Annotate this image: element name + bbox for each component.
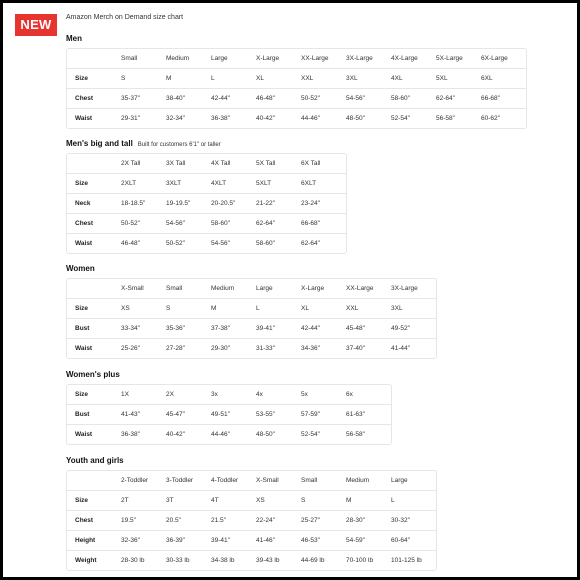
row-label: Waist [67, 108, 121, 128]
table-cell: 53-55" [256, 404, 301, 424]
table-cell: 46-48" [256, 88, 301, 108]
table-cell: 48-50" [256, 424, 301, 444]
column-header: 6X-Large [481, 55, 508, 62]
table-cell: 42-44" [301, 318, 346, 338]
table-cell: 101-125 lb [391, 550, 436, 570]
row-label: Size [67, 490, 121, 510]
table-cell: 30-33 lb [166, 550, 211, 570]
size-table-women-plus [66, 384, 392, 445]
table-cell: 54-56" [211, 233, 256, 253]
table-cell: XL [256, 68, 301, 88]
new-badge: NEW [15, 14, 57, 36]
column-header: 4X Tall [211, 160, 231, 167]
column-header: Large [256, 285, 273, 292]
table-cell: 41-46" [256, 530, 301, 550]
column-header: 3X Tall [166, 160, 186, 167]
table-cell: 49-51" [211, 404, 256, 424]
table-cell: 6XLT [301, 173, 346, 193]
table-cell: 46-53" [301, 530, 346, 550]
column-header: Small [121, 55, 138, 62]
size-table-men [66, 48, 527, 129]
table-cell: 4T [211, 490, 256, 510]
column-header: 2-Toddler [121, 477, 149, 484]
table-cell: 41-44" [391, 338, 436, 358]
table-cell: 54-56" [166, 213, 211, 233]
table-cell: 21.5" [211, 510, 256, 530]
table-row [67, 510, 436, 530]
table-cell: 32-36" [121, 530, 166, 550]
header-corner [67, 154, 121, 173]
column-header: 3X-Large [391, 285, 418, 292]
column-header: 5X Tall [256, 160, 276, 167]
table-cell: 39-43 lb [256, 550, 301, 570]
table-cell: 36-38" [211, 108, 256, 128]
table-row [67, 424, 391, 444]
row-label: Neck [67, 193, 121, 213]
row-label: Size [67, 173, 121, 193]
table-cell: 36-38" [121, 424, 166, 444]
table-cell: 5XL [436, 68, 481, 88]
table-cell: 3T [166, 490, 211, 510]
section-title-women-plus: Women's plus [66, 370, 120, 379]
table-cell: 33-34" [121, 318, 166, 338]
table-cell: 22-24" [256, 510, 301, 530]
table-cell: 38-40" [166, 88, 211, 108]
row-label: Weight [67, 550, 121, 570]
header-corner [67, 471, 121, 490]
table-cell: 62-64" [256, 213, 301, 233]
table-cell: XS [121, 298, 166, 318]
table-cell: XXL [346, 298, 391, 318]
column-header: X-Large [256, 55, 280, 62]
table-cell: 4XL [391, 68, 436, 88]
table-row [67, 193, 346, 213]
table-cell: 21-22" [256, 193, 301, 213]
row-label: Waist [67, 424, 121, 444]
table-cell: 3XL [346, 68, 391, 88]
big-tall-note: Built for customers 6'1" or taller [137, 142, 221, 148]
table-cell: M [166, 68, 211, 88]
table-cell: 44-46" [301, 108, 346, 128]
table-cell: 20.5" [166, 510, 211, 530]
header-row [67, 154, 346, 173]
table-cell: 57-59" [301, 404, 346, 424]
table-cell: 2XLT [121, 173, 166, 193]
table-row [67, 233, 346, 253]
table-cell: XS [256, 490, 301, 510]
table-cell: S [166, 298, 211, 318]
table-row [67, 550, 436, 570]
column-header: Medium [346, 477, 370, 484]
header-corner [67, 49, 121, 68]
table-row [67, 490, 436, 510]
table-cell: 49-52" [391, 318, 436, 338]
section-title-men: Men [66, 34, 82, 43]
table-cell: 40-42" [256, 108, 301, 128]
table-row [67, 385, 391, 404]
table-cell: 2X [166, 391, 174, 398]
table-cell: XXL [301, 68, 346, 88]
size-table-women [66, 278, 437, 359]
table-cell: 54-56" [346, 88, 391, 108]
table-row [67, 530, 436, 550]
table-cell: 5XLT [256, 173, 301, 193]
header-corner [67, 279, 121, 298]
table-cell: 44-46" [211, 424, 256, 444]
table-cell: 62-64" [436, 88, 481, 108]
table-cell: 50-52" [301, 88, 346, 108]
table-cell: 56-58" [346, 424, 391, 444]
table-cell: 6XL [481, 68, 526, 88]
table-cell: 29-31" [121, 108, 166, 128]
column-header: 2X Tall [121, 160, 141, 167]
table-cell: 18-18.5" [121, 193, 166, 213]
table-row [67, 88, 526, 108]
table-cell: 4XLT [211, 173, 256, 193]
table-cell: 19.5" [121, 510, 166, 530]
table-cell: 4x [256, 391, 263, 398]
table-cell: 35-37" [121, 88, 166, 108]
table-cell: 28-30 lb [121, 550, 166, 570]
table-cell: 37-38" [211, 318, 256, 338]
table-cell: 60-62" [481, 108, 526, 128]
row-label: Waist [67, 338, 121, 358]
table-cell: 45-47" [166, 404, 211, 424]
table-cell: 3XLT [166, 173, 211, 193]
row-label: Chest [67, 510, 121, 530]
table-cell: 54-59" [346, 530, 391, 550]
table-row [67, 404, 391, 424]
column-header: Large [391, 477, 408, 484]
table-cell: 27-28" [166, 338, 211, 358]
section-title-women: Women [66, 264, 95, 273]
size-table-big-tall [66, 153, 347, 254]
header-row [67, 49, 526, 68]
table-cell: 39-41" [211, 530, 256, 550]
table-cell: 50-52" [166, 233, 211, 253]
table-cell: 25-26" [121, 338, 166, 358]
table-cell: 29-30" [211, 338, 256, 358]
row-label: Size [75, 391, 89, 398]
column-header: XX-Large [346, 285, 374, 292]
row-label: Bust [67, 318, 121, 338]
row-label: Chest [67, 88, 121, 108]
table-row [67, 318, 436, 338]
column-header: Medium [211, 285, 235, 292]
table-cell: 36-39" [166, 530, 211, 550]
column-header: X-Small [121, 285, 144, 292]
column-header: Small [166, 285, 183, 292]
table-row [67, 298, 436, 318]
table-cell: 39-41" [256, 318, 301, 338]
table-cell: 44-69 lb [301, 550, 346, 570]
table-row [67, 68, 526, 88]
table-cell: 3x [211, 391, 218, 398]
table-cell: 37-40" [346, 338, 391, 358]
table-cell: 6x [346, 391, 353, 398]
table-cell: 25-27" [301, 510, 346, 530]
document-title: Amazon Merch on Demand size chart [66, 14, 184, 21]
column-header: 4-Toddler [211, 477, 239, 484]
column-header: Small [301, 477, 318, 484]
table-row [67, 213, 346, 233]
section-title-big-tall-text: Men's big and tall [66, 139, 133, 148]
table-cell: L [256, 298, 301, 318]
column-header: Large [211, 55, 228, 62]
table-cell: 23-24" [301, 193, 346, 213]
table-cell: 5x [301, 391, 308, 398]
table-cell: 32-34" [166, 108, 211, 128]
table-cell: M [346, 490, 391, 510]
table-cell: 3XL [391, 298, 436, 318]
table-cell: 45-48" [346, 318, 391, 338]
table-cell: 58-60" [391, 88, 436, 108]
section-title-youth: Youth and girls [66, 456, 124, 465]
column-header: Medium [166, 55, 190, 62]
table-cell: 28-30" [346, 510, 391, 530]
table-cell: 41-43" [121, 404, 166, 424]
table-cell: 58-60" [211, 213, 256, 233]
size-table-youth [66, 470, 437, 571]
table-cell: 30-32" [391, 510, 436, 530]
table-cell: 42-44" [211, 88, 256, 108]
table-cell: 58-60" [256, 233, 301, 253]
table-cell: 48-50" [346, 108, 391, 128]
column-header: XX-Large [301, 55, 329, 62]
table-cell: 2T [121, 490, 166, 510]
column-header: 5X-Large [436, 55, 463, 62]
table-cell: 1X [121, 391, 129, 398]
table-row [67, 108, 526, 128]
row-label: Bust [67, 404, 121, 424]
row-label: Height [67, 530, 121, 550]
table-cell: 66-68" [481, 88, 526, 108]
table-cell: 61-63" [346, 404, 391, 424]
table-cell: L [391, 490, 436, 510]
table-row [67, 173, 346, 193]
table-cell: 56-58" [436, 108, 481, 128]
table-cell: M [211, 298, 256, 318]
column-header: X-Large [301, 285, 325, 292]
table-cell: 66-68" [301, 213, 346, 233]
header-row [67, 471, 436, 490]
row-label: Size [67, 68, 121, 88]
section-title-big-tall [66, 139, 221, 148]
table-cell: 52-54" [391, 108, 436, 128]
table-cell: 19-19.5" [166, 193, 211, 213]
row-label: Chest [67, 213, 121, 233]
column-header: X-Small [256, 477, 279, 484]
table-cell: 34-38 lb [211, 550, 256, 570]
table-cell: 20-20.5" [211, 193, 256, 213]
column-header: 3-Toddler [166, 477, 194, 484]
column-header: 3X-Large [346, 55, 373, 62]
table-cell: 50-52" [121, 213, 166, 233]
table-cell: 34-36" [301, 338, 346, 358]
header-row [67, 279, 436, 298]
table-cell: 62-64" [301, 233, 346, 253]
table-row [67, 338, 436, 358]
table-cell: 52-54" [301, 424, 346, 444]
table-cell: L [211, 68, 256, 88]
table-cell: 70-100 lb [346, 550, 391, 570]
table-cell: 46-48" [121, 233, 166, 253]
table-cell: 31-33" [256, 338, 301, 358]
table-cell: 35-36" [166, 318, 211, 338]
table-cell: S [301, 490, 346, 510]
table-cell: XL [301, 298, 346, 318]
table-cell: 60-64" [391, 530, 436, 550]
row-label: Waist [67, 233, 121, 253]
row-label: Size [67, 298, 121, 318]
column-header: 6X Tall [301, 160, 321, 167]
table-cell: 40-42" [166, 424, 211, 444]
column-header: 4X-Large [391, 55, 418, 62]
table-cell: S [121, 68, 166, 88]
